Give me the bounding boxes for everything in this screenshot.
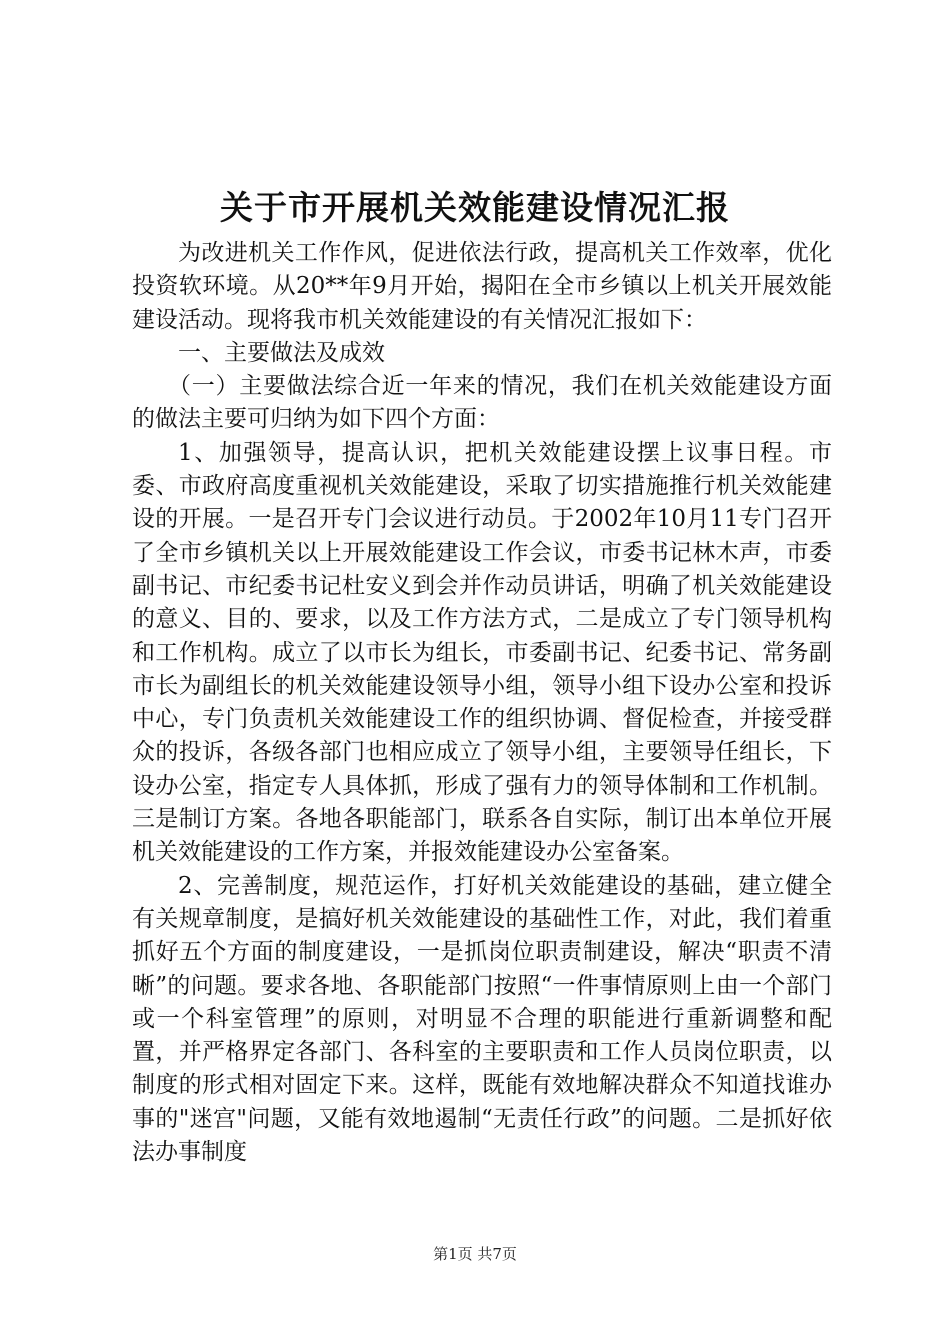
- paragraph-item-1: 1、加强领导，提高认识，把机关效能建设摆上议事日程。市委、市政府高度重视机关效能建设，采取了切实措施推行机关效能建设的开展。一是召开专门会议进行动员。于2002年10月11专门召开了全市乡镇机关以上开展效能建设工作会议，市委书记林木声，市委副书记、市纪委书记杜安义到会并作动员讲话，明确了机关效能建设的意义、目的、要求，以及工作方法方式，二是成立了专门领导机构和工作机构。成立了以市长为组长，市委副书记、纪委书记、常务副市长为副组长的机关效能建设领导小组，领导小组下设办公室和投诉中心，专门负责机关效能建设工作的组织协调、督促检查，并接受群众的投诉，各级各部门也相应成立了领导小组，主要领导任组长，下设办公室，指定专人具体抓，形成了强有力的领导体制和工作机制。三是制订方案。各地各职能部门，联系各自实际，制订出本单位开展机关效能建设的工作方案，并报效能建设办公室备案。: [132, 439, 832, 866]
- page-footer: 第1页 共7页: [433, 1245, 517, 1263]
- paragraph-intro: 为改进机关工作作风，促进依法行政，提高机关工作效率，优化投资软环境。从20**年9月开始，揭阳在全市乡镇以上机关开展效能建设活动。现将我市机关效能建设的有关情况汇报如下：: [132, 240, 832, 333]
- document-title: 关于市开展机关效能建设情况汇报: [220, 188, 730, 227]
- subsection-heading: （一）主要做法综合近一年来的情况，我们在机关效能建设方面的做法主要可归纳为如下四个方面：: [132, 373, 832, 433]
- document-body: [132, 237, 832, 1169]
- paragraph-item-2: 2、完善制度，规范运作，打好机关效能建设的基础，建立健全有关规章制度，是搞好机关效能建设的基础性工作，对此，我们着重抓好五个方面的制度建设，一是抓岗位职责制建设，解决“职责不清晰”的问题。要求各地、各职能部门按照“一件事情原则上由一个部门或一个科室管理”的原则，对明显不合理的职能进行重新调整和配置，并严格界定各部门、各科室的主要职责和工作人员岗位职责，以制度的形式相对固定下来。这样，既能有效地解决群众不知道找谁办事的"迷宫"问题，又能有效地遏制“无责任行政”的问题。二是抓好依法办事制度: [132, 872, 832, 1166]
- section-heading: 一、主要做法及成效: [178, 339, 385, 366]
